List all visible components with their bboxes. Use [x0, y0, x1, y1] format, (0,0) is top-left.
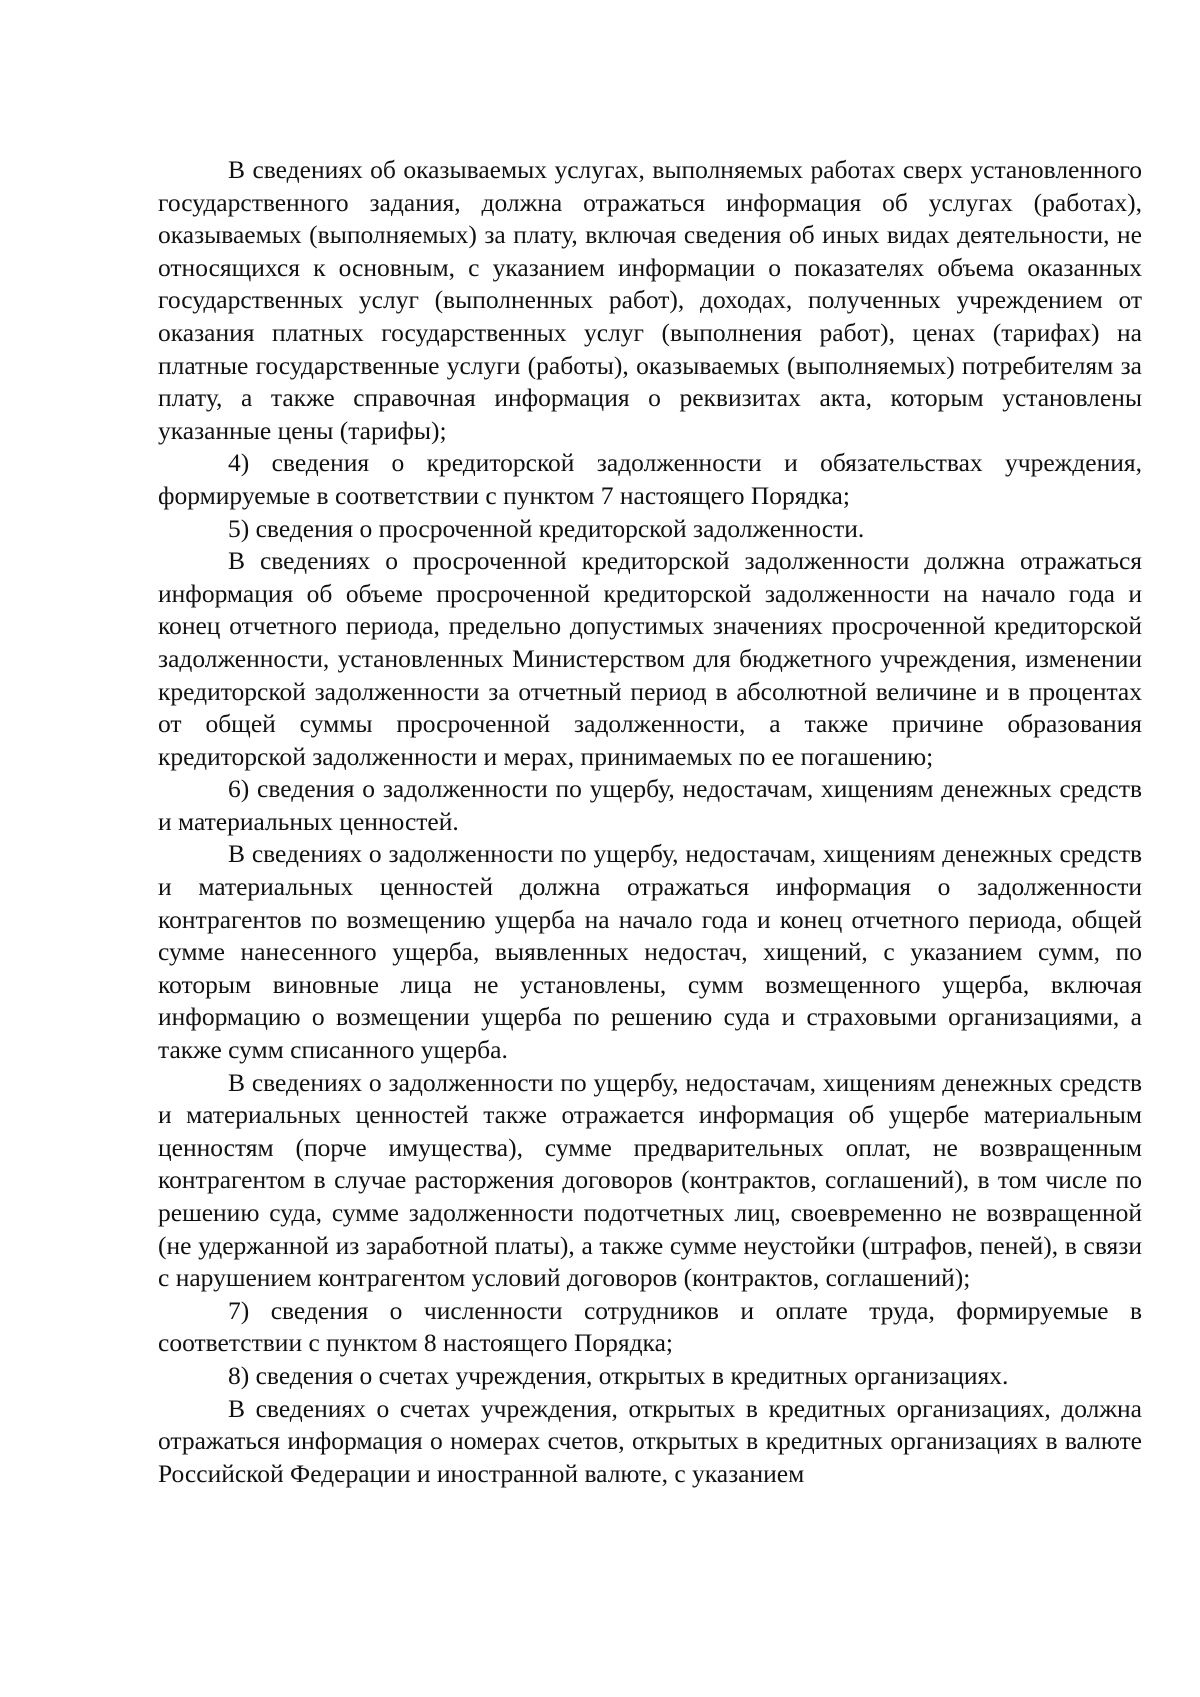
paragraph-damage-debt-details: В сведениях о задолженности по ущербу, недостачам, хищениям денежных средств и материальных ценностей должна отражаться информация о задолженности контрагентов по возмещению ущерба на начало года и конец отчетного периода, общей сумме нанесенного ущерба, выявленных недостач, хищений, с указанием сумм, по которым виновные лица не установлены, сумм возмещенного ущерба, включая информацию о возмещении ущерба по решению суда и страховыми организациями, а также сумм списанного ущерба.	[158, 839, 1142, 1065]
paragraph-paid-services: В сведениях об оказываемых услугах, выполняемых работах сверх установленного государственного задания, должна отражаться информация об услугах (работах), оказываемых (выполняемых) за плату, включая сведения об иных видах деятельности, не относящихся к основным, с указанием информации о показателях объема оказанных государственных услуг (выполненных работ), доходах, полученных учреждением от оказания платных государственных услуг (выполнения работ), ценах (тарифах) на платные государственные услуги (работы), оказываемых (выполняемых) потребителям за плату, а также справочная информация о реквизитах акта, которым установлены указанные цены (тарифы);	[158, 155, 1142, 445]
paragraph-item-6-damage-debt: 6) сведения о задолженности по ущербу, недостачам, хищениям денежных средств и материальных ценностей.	[158, 774, 1142, 836]
paragraph-item-7-staff: 7) сведения о численности сотрудников и оплате труда, формируемые в соответствии с пунктом 8 настоящего Порядка;	[158, 1295, 1142, 1358]
paragraph-item-5-overdue-debt: 5) сведения о просроченной кредиторской задолженности.	[228, 513, 865, 543]
paragraph-accounts-details: В сведениях о счетах учреждения, открытых в кредитных организациях, должна отражаться информация о номерах счетов, открытых в кредитных организациях в валюте Российской Федерации и иностранной валюте, с указанием	[158, 1393, 1142, 1488]
paragraph-overdue-debt-details: В сведениях о просроченной кредиторской задолженности должна отражаться информация об объеме просроченной кредиторской задолженности на начало года и конец отчетного периода, предельно допустимых значениях просроченной кредиторской задолженности, установленных Министерством для бюджетного учреждения, изменении кредиторской задолженности за отчетный период в абсолютной величине и в процентах от общей суммы просроченной задолженности, а также причине образования кредиторской задолженности и мерах, принимаемых по ее погашению;	[158, 546, 1142, 771]
paragraph-item-8-accounts: 8) сведения о счетах учреждения, открытых в кредитных организациях.	[228, 1360, 1009, 1390]
paragraph-damage-debt-additional: В сведениях о задолженности по ущербу, недостачам, хищениям денежных средств и материальных ценностей также отражается информация об ущербе материальным ценностям (порче имущества), сумме предварительных оплат, не возвращенным контрагентом в случае расторжения договоров (контрактов, соглашений), в том числе по решению суда, сумме задолженности подотчетных лиц, своевременно не возвращенной (не удержанной из заработной платы), а также сумме неустойки (штрафов, пеней), в связи с нарушением контрагентом условий договоров (контрактов, соглашений);	[158, 1067, 1142, 1293]
paragraph-item-4-creditor-debt: 4) сведения о кредиторской задолженности и обязательствах учреждения, формируемые в соответствии с пунктом 7 настоящего Порядка;	[158, 448, 1142, 510]
document-body	[158, 154, 1142, 1490]
